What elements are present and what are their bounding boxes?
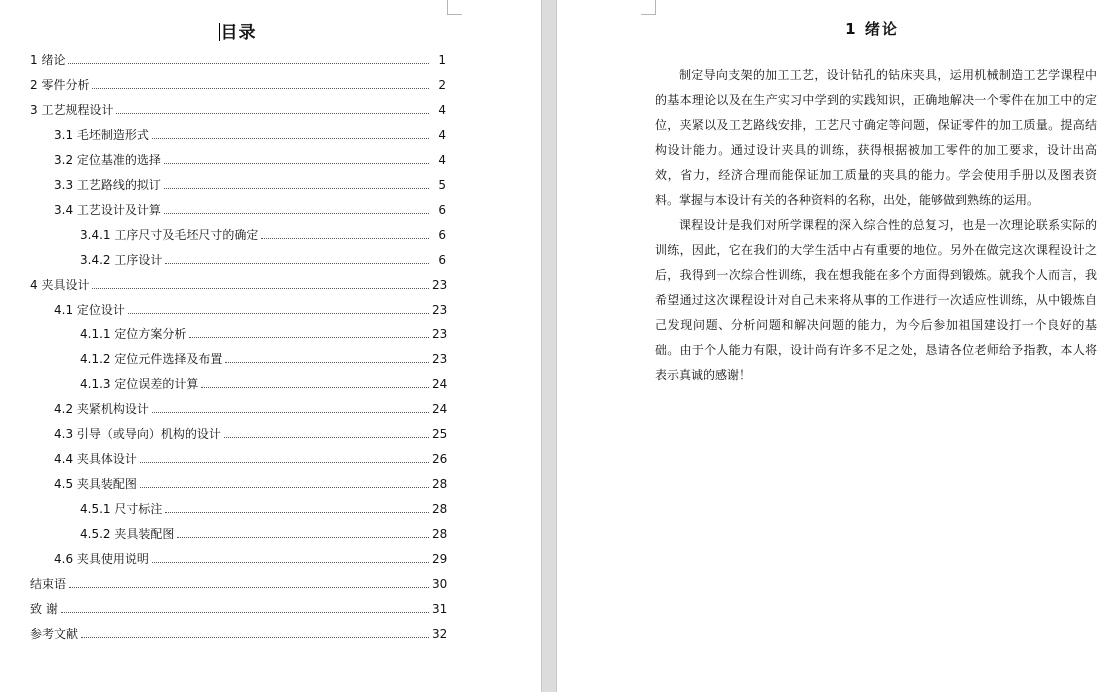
- toc-entry-page: 4: [438, 128, 446, 142]
- toc-entry-page: 23: [432, 303, 448, 317]
- toc-leader-dots: [81, 636, 429, 638]
- toc-entry-label: 4.4 夹具体设计: [54, 452, 137, 466]
- toc-entry-label: 4.5.1 尺寸标注: [80, 502, 163, 516]
- toc-leader-dots: [177, 536, 429, 538]
- toc-entry[interactable]: [0, 497, 446, 517]
- toc-entry-label: 3.4.2 工序设计: [80, 253, 163, 267]
- toc-leader-dots: [116, 112, 429, 114]
- toc-entry-page: 31: [432, 602, 448, 616]
- toc-leader-dots: [92, 87, 429, 89]
- toc-entry[interactable]: [0, 273, 446, 293]
- toc-leader-dots: [225, 361, 429, 363]
- toc-leader-dots: [152, 411, 429, 413]
- page-corner-mark: [447, 0, 462, 15]
- toc-entry-label: 参考文献: [30, 627, 79, 641]
- page-gutter: [541, 0, 557, 692]
- toc-entry-page: 4: [438, 103, 446, 117]
- toc-entry-label: 3.3 工艺路线的拟订: [54, 178, 161, 192]
- toc-entry-label: 3.1 毛坯制造形式: [54, 128, 149, 142]
- toc-entry-page: 30: [432, 577, 448, 591]
- toc-entry-label: 4.5 夹具装配图: [54, 477, 137, 491]
- toc-entry[interactable]: [0, 123, 446, 143]
- page-corner-mark: [641, 0, 656, 15]
- toc-entry[interactable]: [0, 447, 446, 467]
- toc-entry-label: 4.1.2 定位元件选择及布置: [80, 352, 223, 366]
- toc-leader-dots: [164, 212, 429, 214]
- toc-entry-label: 3.4.1 工序尺寸及毛坯尺寸的确定: [80, 228, 259, 242]
- toc-leader-dots: [165, 262, 429, 264]
- toc-entry[interactable]: [0, 223, 446, 243]
- toc-entry-label: 3.2 定位基准的选择: [54, 153, 161, 167]
- toc-entry-label: 4.1 定位设计: [54, 303, 125, 317]
- toc-entry-page: 24: [432, 402, 448, 416]
- toc-page[interactable]: [0, 0, 541, 692]
- toc-entry[interactable]: [0, 472, 446, 492]
- toc-entry-label: 3 工艺规程设计: [30, 103, 114, 117]
- toc-entry[interactable]: [0, 422, 446, 442]
- toc-entry[interactable]: [0, 48, 446, 68]
- toc-entry-page: 6: [438, 203, 446, 217]
- toc-leader-dots: [189, 336, 429, 338]
- body-paragraph: 制定导向支架的加工工艺，设计钻孔的钻床夹具，运用机械制造工艺学课程中的基本理论以及在生产实习中学到的实践知识，正确地解决一个零件在加工中的定位，夹紧以及工艺路线安排，工艺尺寸确定等问题，保证零件的加工质量。提高结构设计能力。通过设计夹具的训练，获得根据被加工零件的加工要求，设计出高效，省力，经济合理而能保证加工质量的夹具的能力。学会使用手册以及图表资料。掌握与本设计有关的各种资料的名称，出处，能够做到熟练的运用。: [655, 68, 1097, 207]
- toc-entry-label: 1 绪论: [30, 53, 66, 67]
- text-cursor: [219, 23, 220, 41]
- toc-entry-label: 4.3 引导（或导向）机构的设计: [54, 427, 221, 441]
- toc-leader-dots: [140, 461, 429, 463]
- toc-entry-page: 32: [432, 627, 448, 641]
- toc-entry[interactable]: [0, 98, 446, 118]
- toc-leader-dots: [68, 62, 429, 64]
- toc-entry-label: 4.6 夹具使用说明: [54, 552, 149, 566]
- toc-entry-label: 2 零件分析: [30, 78, 90, 92]
- toc-leader-dots: [92, 287, 429, 289]
- toc-entry-label: 4.5.2 夹具装配图: [80, 527, 175, 541]
- toc-entry[interactable]: [0, 522, 446, 542]
- toc-leader-dots: [201, 386, 429, 388]
- toc-entry-page: 29: [432, 552, 448, 566]
- toc-entry-label: 3.4 工艺设计及计算: [54, 203, 161, 217]
- toc-entry-page: 26: [432, 452, 448, 466]
- toc-entry-label: 4 夹具设计: [30, 278, 90, 292]
- toc-leader-dots: [61, 611, 429, 613]
- toc-entry-page: 4: [438, 153, 446, 167]
- toc-leader-dots: [224, 436, 429, 438]
- toc-leader-dots: [128, 312, 429, 314]
- toc-leader-dots: [152, 137, 429, 139]
- toc-entry-page: 1: [438, 53, 446, 67]
- toc-entry[interactable]: [0, 322, 446, 342]
- toc-leader-dots: [152, 561, 429, 563]
- body-paragraph: 课程设计是我们对所学课程的深入综合性的总复习，也是一次理论联系实际的训练，因此，它在我们的大学生活中占有重要的地位。另外在做完这次课程设计之后，我得到一次综合性训练，我在想我能在多个方面得到锻炼。就我个人而言，我希望通过这次课程设计对自己未来将从事的工作进行一次适应性训练，从中锻炼自己发现问题、分析问题和解决问题的能力，为今后参加祖国建设打一个良好的基础。由于个人能力有限，设计尚有许多不足之处，恳请各位老师给予指教，本人将表示真诚的感谢！: [655, 218, 1097, 382]
- toc-leader-dots: [261, 237, 429, 239]
- toc-leader-dots: [140, 486, 429, 488]
- toc-entry-label: 4.1.3 定位误差的计算: [80, 377, 199, 391]
- toc-entry-page: 25: [432, 427, 448, 441]
- toc-entry-page: 23: [432, 278, 448, 292]
- toc-entry-page: 6: [438, 253, 446, 267]
- toc-entry[interactable]: [0, 397, 446, 417]
- toc-entry[interactable]: [0, 148, 446, 168]
- toc-title: [0, 18, 475, 43]
- toc-entry-page: 23: [432, 352, 448, 366]
- toc-entry-label: 致 谢: [30, 602, 58, 616]
- toc-entry[interactable]: [0, 347, 446, 367]
- toc-entry[interactable]: [0, 298, 446, 318]
- toc-entry-page: 24: [432, 377, 448, 391]
- toc-entry[interactable]: [0, 248, 446, 268]
- toc-entry[interactable]: [0, 597, 446, 617]
- toc-entry[interactable]: [0, 372, 446, 392]
- toc-entry[interactable]: [0, 622, 446, 642]
- toc-leader-dots: [164, 187, 429, 189]
- toc-entry-page: 6: [438, 228, 446, 242]
- toc-entry[interactable]: [0, 547, 446, 567]
- toc-entry-page: 2: [438, 78, 446, 92]
- toc-entry[interactable]: [0, 198, 446, 218]
- toc-leader-dots: [69, 586, 429, 588]
- toc-entry-page: 28: [432, 477, 448, 491]
- toc-title-text: 目录: [220, 23, 257, 43]
- toc-entry-page: 28: [432, 527, 448, 541]
- toc-entry-label: 4.2 夹紧机构设计: [54, 402, 149, 416]
- toc-entry-label: 结束语: [30, 577, 67, 591]
- toc-entry[interactable]: [0, 73, 446, 93]
- toc-leader-dots: [164, 162, 429, 164]
- toc-entry[interactable]: [0, 173, 446, 193]
- toc-entry-page: 28: [432, 502, 448, 516]
- chapter-title: 1 绪论: [845, 20, 899, 38]
- toc-entry[interactable]: [0, 572, 446, 592]
- toc-entry-page: 23: [432, 327, 448, 341]
- toc-leader-dots: [165, 511, 429, 513]
- toc-entry-label: 4.1.1 定位方案分析: [80, 327, 187, 341]
- toc-entry-page: 5: [438, 178, 446, 192]
